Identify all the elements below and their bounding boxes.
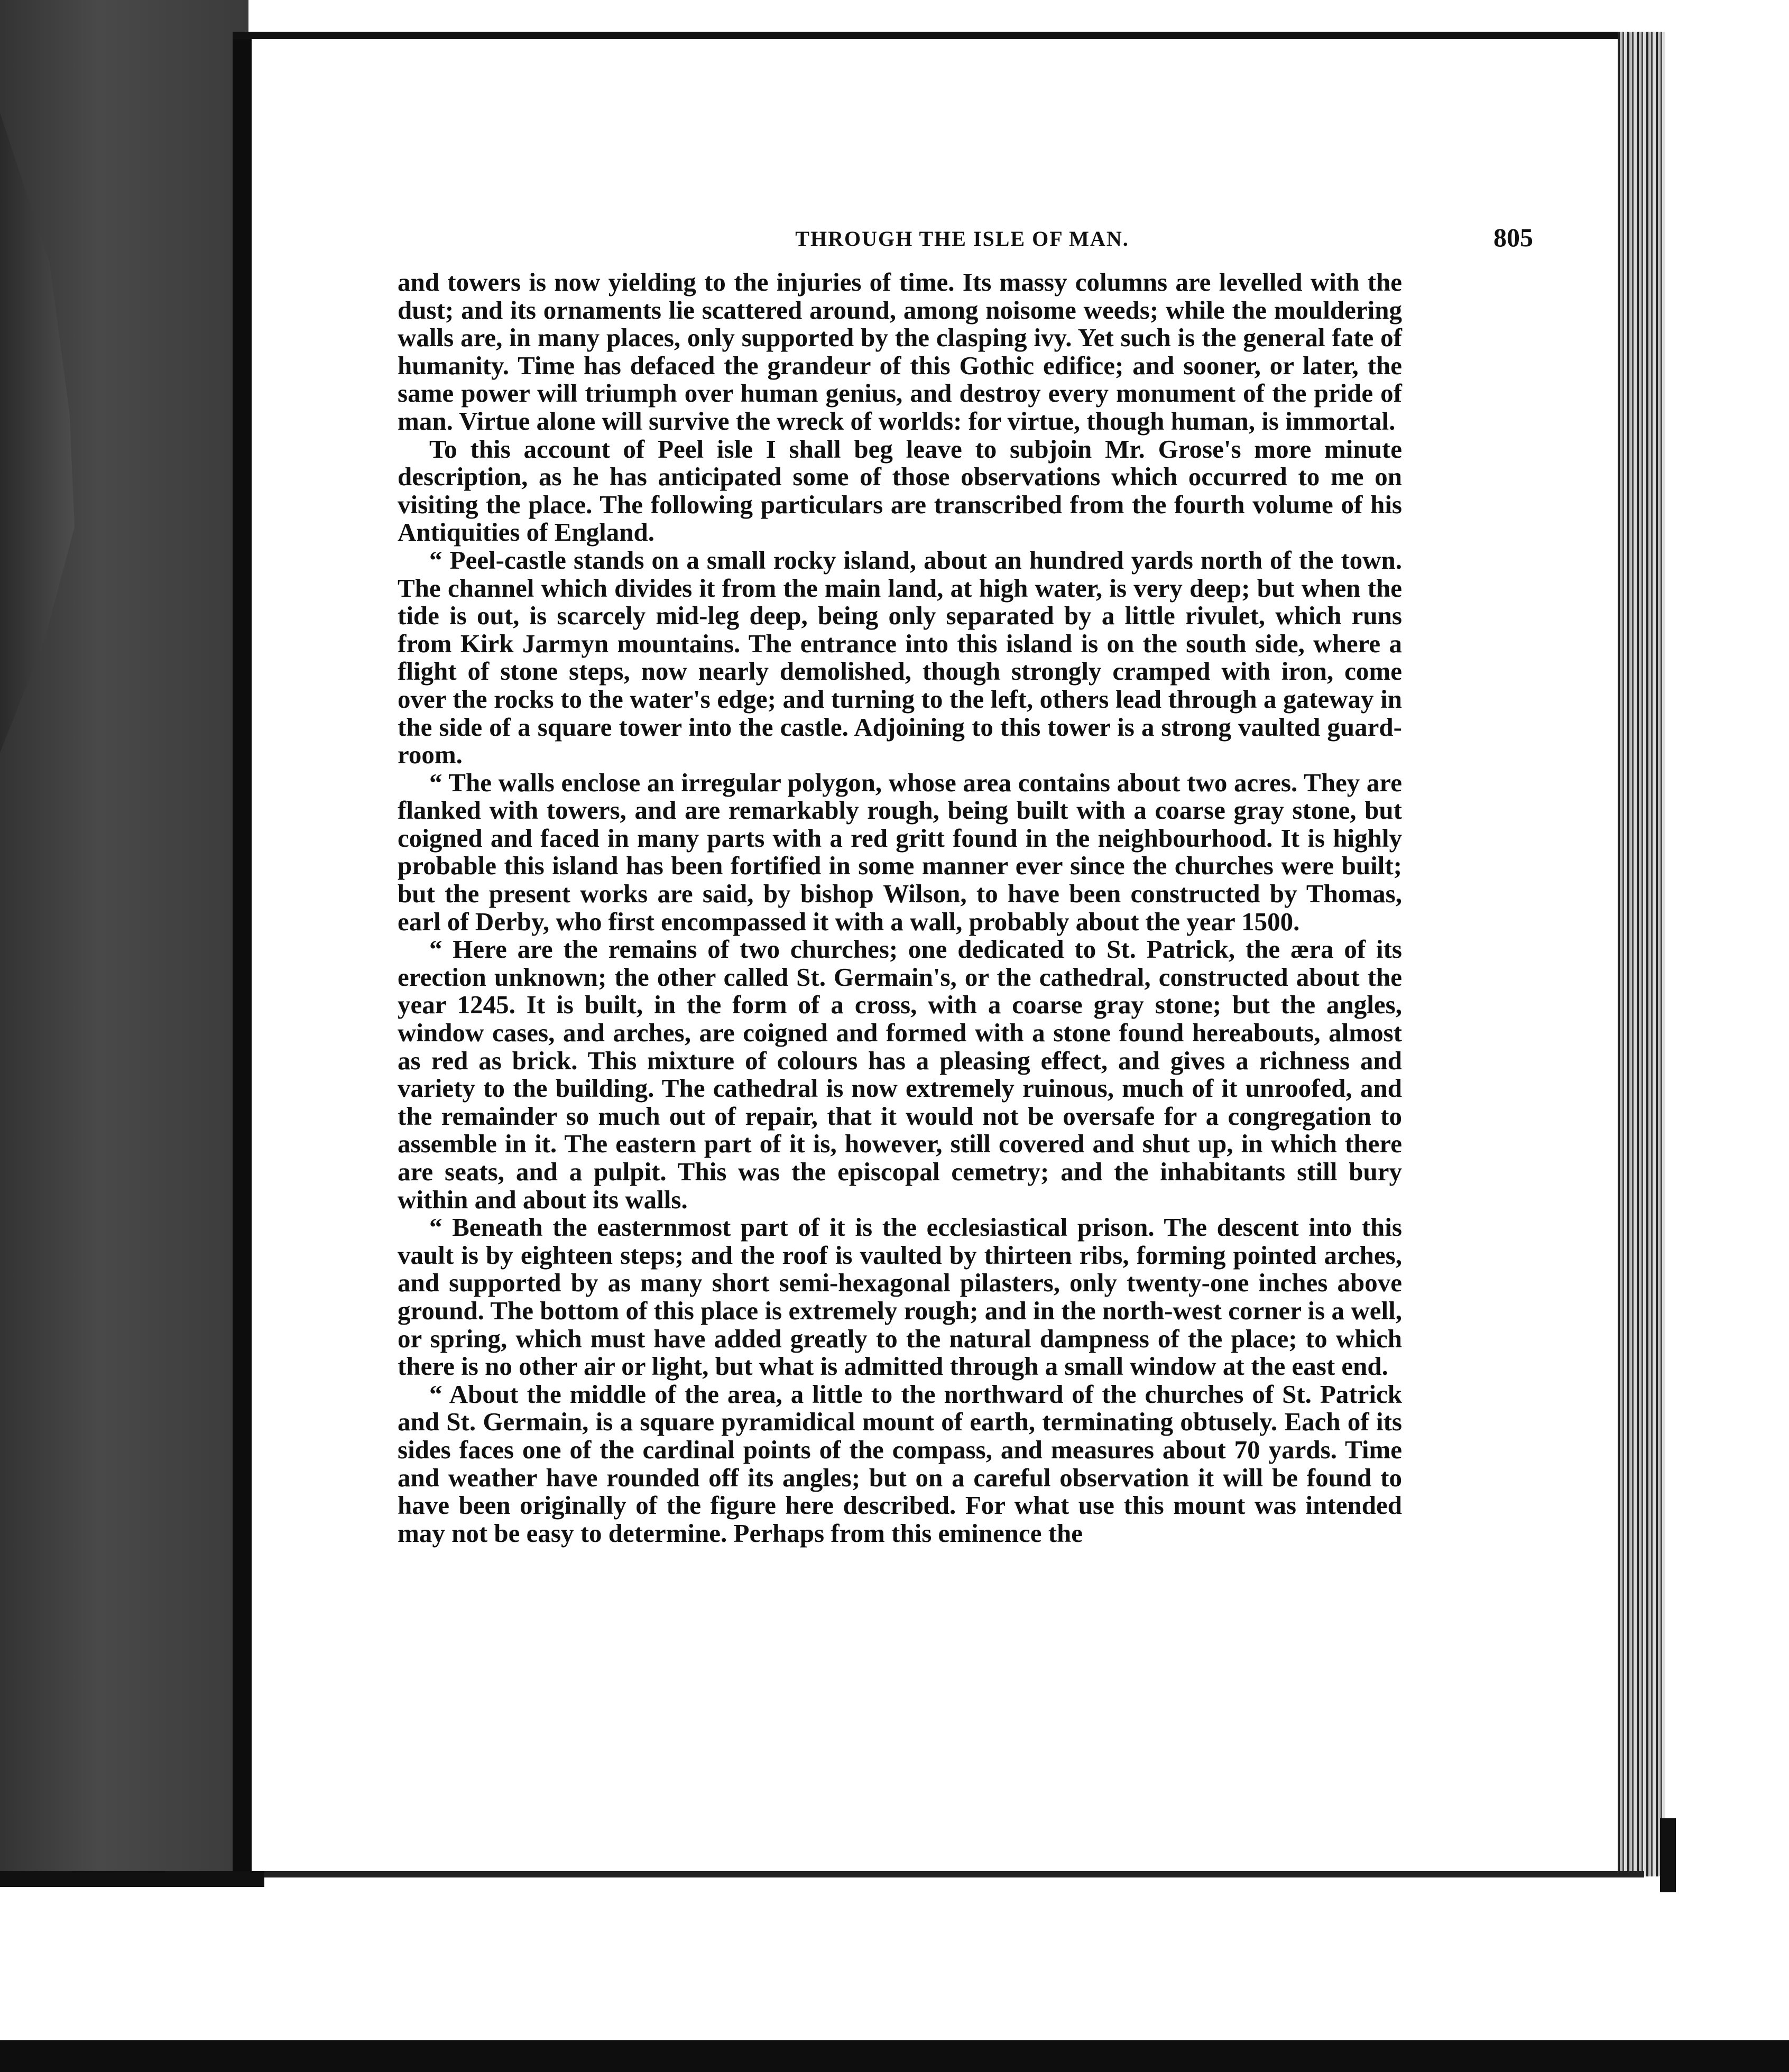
paragraph: “ Beneath the easternmost part of it is the ecclesiastical prison. The descent into this vault is by eighteen steps; and the roof is vaulted by thirteen ribs, forming pointed arches, and supported by as many short semi-hexagonal pilasters, only twenty-one inches above ground. The bottom of this place is extremely rough; and in the north-west corner is a well, or spring, which must have added greatly to the natural dampness of the place; to which there is no other air or light, but what is admitted through a small window at the east end. bbox=[398, 1213, 1402, 1381]
facing-page-bottom bbox=[0, 1871, 264, 1887]
page-stack-edge bbox=[1618, 32, 1665, 1876]
paragraph: and towers is now yielding to the injuries of time. Its massy columns are levelled with the dust; and its ornaments lie scattered around, among noisome weeds; while the mouldering walls are, in many places, only supported by the clasping ivy. Yet such is the general fate of humanity. Time has defaced the grandeur of this Gothic edifice; and sooner, or later, the same power will triumph over human genius, and destroy every monument of the pride of man. Virtue alone will survive the wreck of worlds: for virtue, though human, is immortal. bbox=[398, 267, 1402, 436]
scan-bottom-border bbox=[0, 2040, 1789, 2072]
paragraph: “ Peel-castle stands on a small rocky island, about an hundred yards north of the town. The channel which divides it from the main land, at high water, is very deep; but when the tide is out, is scarcely mid-leg deep, being only separated by a little rivulet, which runs from Kirk Jarmyn mountains. The entrance into this island is on the south side, where a flight of stone steps, now nearly demolished, though strongly cramped with iron, come over the rocks to the water's edge; and turning to the left, others lead through a gateway in the side of a square tower into the castle. Adjoining to this tower is a strong vaulted guard-room. bbox=[398, 545, 1402, 770]
gutter-shadow bbox=[233, 32, 252, 1871]
page-bottom-edge bbox=[248, 1871, 1644, 1877]
page-header bbox=[391, 223, 1533, 263]
paragraph: “ Here are the remains of two churches; one dedicated to St. Patrick, the æra of its erection unknown; the other called St. Germain's, or the cathedral, constructed about the year 1245. It is built, in the form of a cross, with a coarse gray stone; but the angles, window cases, and arches, are coigned and formed with a stone found hereabouts, almost as red as brick. This mixture of colours has a pleasing effect, and gives a richness and variety to the building. The cathedral is now extremely ruinous, much of it unroofed, and the remainder so much out of repair, that it would not be oversafe for a congregation to assemble in it. The eastern part of it is, however, still covered and shut up, in which there are seats, and a pulpit. This was the episcopal cemetry; and the inhabitants still bury within and about its walls. bbox=[398, 935, 1402, 1214]
paragraph: To this account of Peel isle I shall beg leave to subjoin Mr. Grose's more minute description, as he has anticipated some of those observations which occurred to me on visiting the place. The following particulars are transcribed from the fourth volume of his Antiquities of England. bbox=[398, 434, 1402, 547]
book-page bbox=[264, 42, 1607, 1861]
top-frame-line bbox=[233, 32, 1628, 39]
paragraph: “ The walls enclose an irregular polygon, whose area contains about two acres. They are flanked with towers, and are remarkably rough, being built with a coarse gray stone, but coigned and faced in many parts with a red gritt found in the neighbourhood. It is highly probable this island has been fortified in some manner ever since the churches were built; but the present works are said, by bishop Wilson, to have been constructed by Thomas, earl of Derby, who first encompassed it with a wall, probably about the year 1500. bbox=[398, 767, 1402, 936]
page-stack-corner bbox=[1660, 1818, 1676, 1892]
paragraph: “ About the middle of the area, a little to the northward of the churches of St. Patrick and St. Germain, is a square pyramidical mount of earth, terminating obtusely. Each of its sides faces one of the cardinal points of the compass, and measures about 70 yards. Time and weather have rounded off its angles; but on a careful observation it will be found to have been originally of the figure here described. For what use this mount was intended may not be easy to determine. Perhaps from this eminence the bbox=[398, 1379, 1402, 1548]
page-number: 805 bbox=[1493, 223, 1533, 252]
body-text bbox=[398, 269, 1402, 1547]
running-head: THROUGH THE ISLE OF MAN. bbox=[795, 227, 1129, 251]
